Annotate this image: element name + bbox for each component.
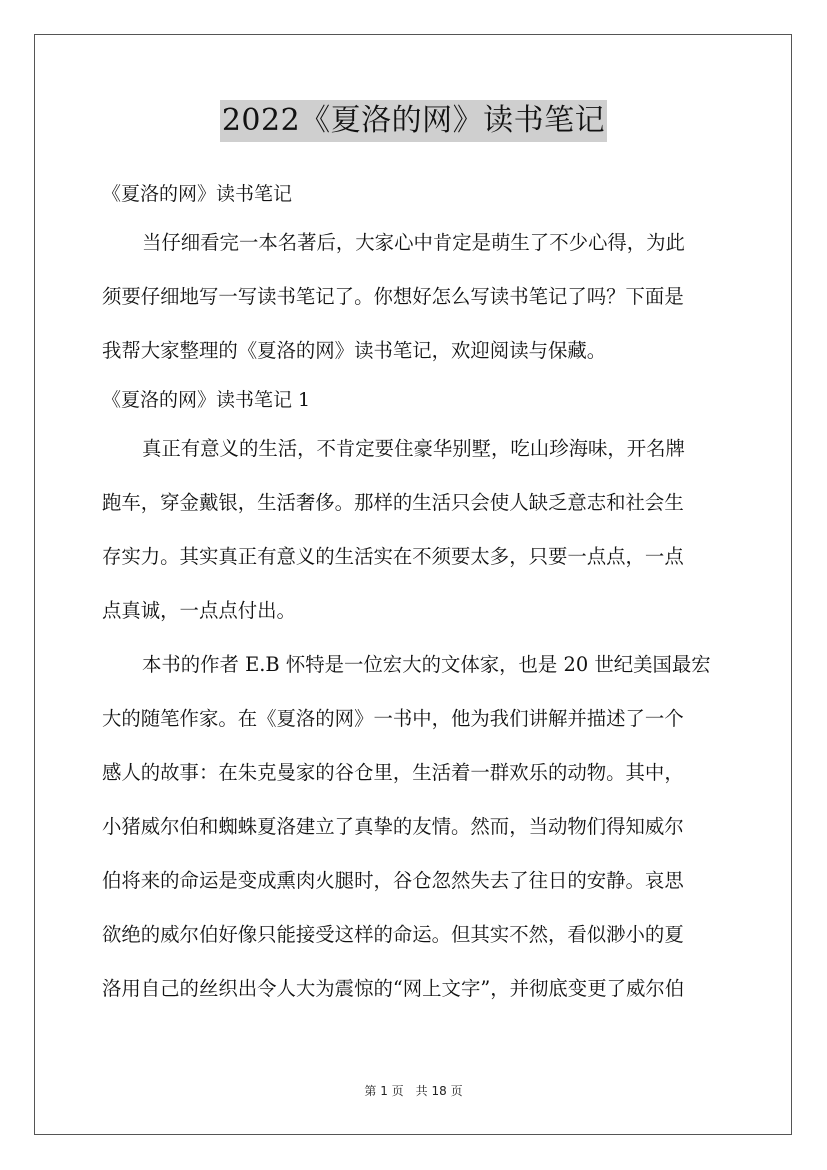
document-title: 2022《夏洛的网》读书笔记 (220, 100, 607, 142)
section-heading: 《夏洛的网》读书笔记 1 (102, 389, 311, 411)
body-paragraph-2 (102, 638, 730, 1016)
paragraph-line: 须要仔细地写一写读书笔记了。你想好怎么写读书笔记了吗？下面是 (102, 285, 684, 308)
paragraph-line: 洛用自己的丝织出令人大为震惊的“网上文字”，并彻底变更了威尔伯 (102, 977, 685, 1000)
paragraph-line: 小猪威尔伯和蜘蛛夏洛建立了真挚的友情。然而，当动物们得知威尔 (102, 815, 684, 838)
paragraph-line: 感人的故事：在朱克曼家的谷仓里，生活着一群欢乐的动物。其中， (102, 761, 684, 784)
paragraph-line: 点真诚，一点点付出。 (102, 599, 296, 622)
document-body (102, 172, 730, 1016)
paragraph-line: 我帮大家整理的《夏洛的网》读书笔记，欢迎阅读与保藏。 (102, 339, 607, 362)
intro-paragraph (102, 216, 730, 378)
section-heading: 《夏洛的网》读书笔记 (102, 183, 293, 205)
paragraph-line: 欲绝的威尔伯好像只能接受这样的命运。但其实不然，看似渺小的夏 (102, 923, 684, 946)
body-paragraph-1 (102, 422, 730, 638)
paragraph-line: 存实力。其实真正有意义的生活实在不须要太多，只要一点点，一点 (102, 545, 684, 568)
paragraph-line: 大的随笔作家。在《夏洛的网》一书中，他为我们讲解并描述了一个 (102, 707, 684, 730)
paragraph-line: 伯将来的命运是变成熏肉火腿时，谷仓忽然失去了往日的安静。哀思 (102, 869, 684, 892)
paragraph-line: 跑车，穿金戴银，生活奢侈。那样的生活只会使人缺乏意志和社会生 (102, 491, 684, 514)
title-container (0, 100, 827, 142)
paragraph-line: 当仔细看完一本名著后，大家心中肯定是萌生了不少心得，为此 (142, 231, 685, 254)
paragraph-line: 真正有意义的生活，不肯定要住豪华别墅，吃山珍海味，开名牌 (142, 437, 685, 460)
page-number-footer: 第 1 页 共 18 页 (364, 1084, 463, 1098)
paragraph-line: 本书的作者 E.B 怀特是一位宏大的文体家，也是 20 世纪美国最宏 (142, 653, 711, 676)
